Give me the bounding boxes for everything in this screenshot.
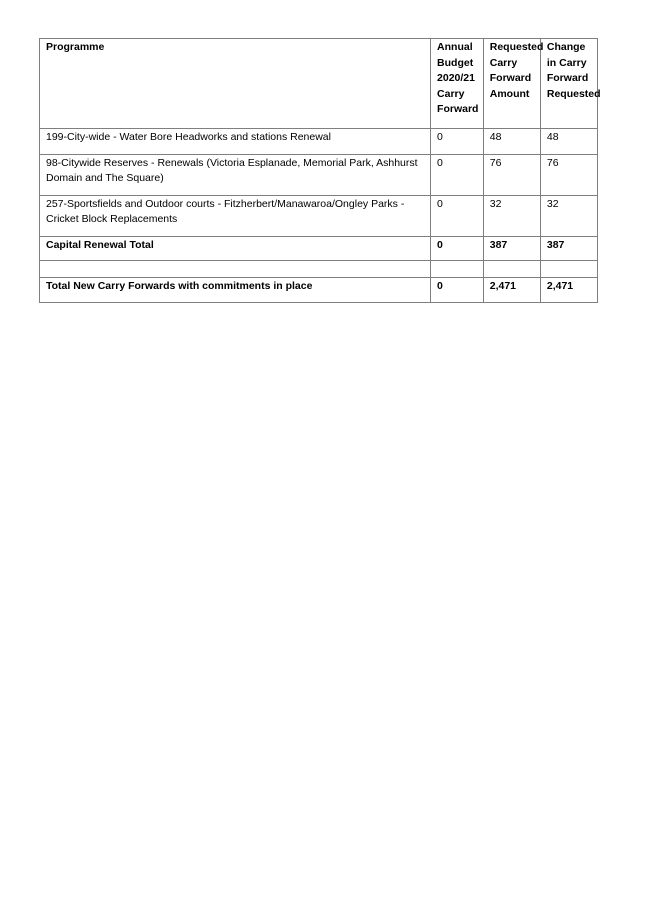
annual-budget-cell: 0 bbox=[431, 129, 484, 155]
requested-amount-cell: 48 bbox=[483, 129, 540, 155]
programme-cell: 199-City-wide - Water Bore Headworks and stations Renewal bbox=[40, 129, 431, 155]
grand-total-row bbox=[40, 278, 598, 303]
table-row bbox=[40, 195, 598, 236]
table-header-row bbox=[40, 39, 598, 129]
empty-cell bbox=[483, 261, 540, 278]
empty-spacer-row bbox=[40, 261, 598, 278]
annual-budget-cell: 0 bbox=[431, 195, 484, 236]
table-row bbox=[40, 154, 598, 195]
programme-cell: 257-Sportsfields and Outdoor courts - Fitzherbert/Manawaroa/Ongley Parks - Cricket Block Replacements bbox=[40, 195, 431, 236]
empty-cell bbox=[431, 261, 484, 278]
carry-forward-table bbox=[39, 38, 601, 303]
annual-budget-cell: 0 bbox=[431, 278, 484, 303]
annual-budget-cell: 0 bbox=[431, 154, 484, 195]
empty-cell bbox=[540, 261, 597, 278]
change-requested-cell: 32 bbox=[540, 195, 597, 236]
header-change-requested: Change in Carry Forward Requested bbox=[540, 39, 597, 129]
programme-cell: Total New Carry Forwards with commitments in place bbox=[40, 278, 431, 303]
empty-cell bbox=[40, 261, 431, 278]
change-requested-cell: 2,471 bbox=[540, 278, 597, 303]
change-requested-cell: 48 bbox=[540, 129, 597, 155]
requested-amount-cell: 2,471 bbox=[483, 278, 540, 303]
programme-cell: 98-Citywide Reserves - Renewals (Victoria Esplanade, Memorial Park, Ashhurst Domain and The Square) bbox=[40, 154, 431, 195]
change-requested-cell: 387 bbox=[540, 236, 597, 261]
change-requested-cell: 76 bbox=[540, 154, 597, 195]
header-annual-budget: Annual Budget 2020/21 Carry Forward bbox=[431, 39, 484, 129]
programme-cell: Capital Renewal Total bbox=[40, 236, 431, 261]
annual-budget-cell: 0 bbox=[431, 236, 484, 261]
requested-amount-cell: 387 bbox=[483, 236, 540, 261]
table-row bbox=[40, 129, 598, 155]
header-requested-amount: Requested Carry Forward Amount bbox=[483, 39, 540, 129]
capital-renewal-total-row bbox=[40, 236, 598, 261]
header-programme: Programme bbox=[40, 39, 431, 129]
requested-amount-cell: 32 bbox=[483, 195, 540, 236]
requested-amount-cell: 76 bbox=[483, 154, 540, 195]
